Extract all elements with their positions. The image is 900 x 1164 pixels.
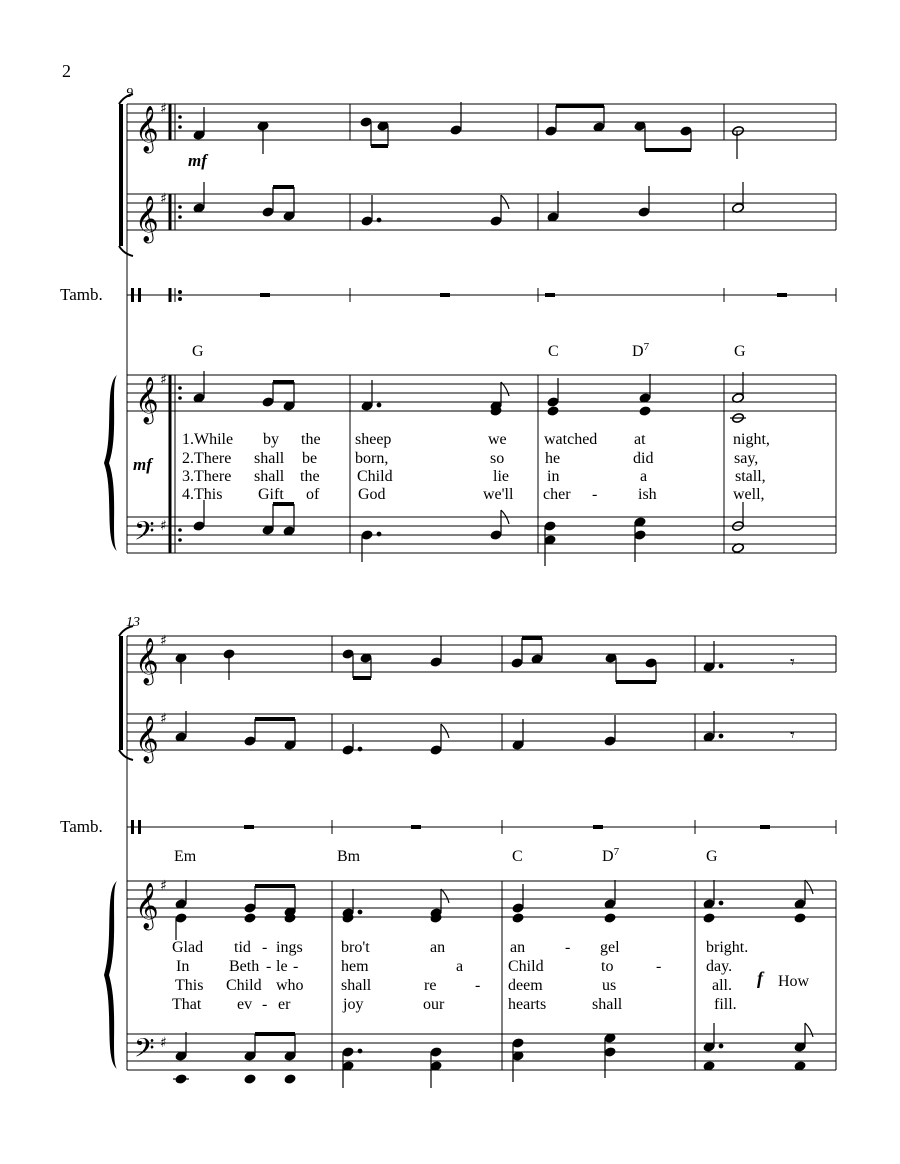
lyric-syllable: we'll (483, 486, 514, 503)
lyric-syllable: How (778, 973, 810, 990)
tambourine-label: Tamb. (60, 817, 103, 836)
lyric-syllable: 4.This (182, 486, 223, 503)
chord-symbol: C (548, 343, 559, 360)
lyric-syllable: stall, (735, 468, 766, 485)
lyric-syllable: God (358, 486, 386, 503)
notes-piano-treble (193, 371, 746, 423)
staff-upper-2 (127, 194, 836, 230)
lyric-syllable: le (276, 958, 288, 975)
lyric-syllable: - (592, 486, 598, 503)
lyric-syllable: the (301, 431, 321, 448)
lyric-syllable: er (278, 996, 291, 1013)
key-signature-sharp-icon: ♯ (160, 711, 167, 727)
lyric-syllable: deem (508, 977, 543, 994)
lyric-syllable: shall (341, 977, 372, 994)
chord-symbol: G (706, 848, 718, 865)
key-signature-sharp-icon: ♯ (160, 633, 167, 649)
lyric-syllable: - (656, 958, 662, 975)
lyric-syllable: who (276, 977, 304, 994)
lyric-syllable: In (176, 958, 190, 975)
tambourine-staff (127, 288, 836, 302)
lyric-syllable: lie (493, 468, 509, 485)
lyric-syllable: 3.There (182, 468, 232, 485)
lyric-syllable: 1.While (182, 431, 234, 448)
treble-clef-icon: 𝄞 (135, 638, 159, 684)
lyric-syllable: sheep (355, 431, 392, 448)
lyric-syllable: tid (234, 939, 251, 956)
chord-symbol: Em (174, 848, 197, 865)
treble-clef-icon: 𝄞 (135, 196, 159, 242)
lyric-syllable: to (601, 958, 614, 975)
staff-bracket (119, 94, 133, 256)
key-signature-sharp-icon: ♯ (160, 878, 167, 894)
chord-symbol: Bm (337, 848, 361, 865)
lyric-syllable: born, (355, 450, 389, 467)
lyric-syllable: the (300, 468, 320, 485)
lyric-syllable: 2.There (182, 450, 232, 467)
key-signature-sharp-icon: ♯ (160, 372, 167, 388)
notes-staff-2 (175, 711, 795, 755)
key-signature-sharp-icon: ♯ (160, 191, 167, 207)
lyric-syllable: at (634, 431, 646, 448)
lyric-syllable: - (475, 977, 481, 994)
bass-clef-icon: 𝄢 (134, 1032, 155, 1070)
lyric-syllable: That (172, 996, 202, 1013)
eighth-rest-icon: 𝄾 (790, 652, 795, 673)
lyric-syllable: re (424, 977, 437, 994)
lyric-syllable: bright. (706, 939, 749, 956)
staff-upper-1 (127, 104, 836, 140)
lyric-syllable: us (602, 977, 617, 994)
treble-clef-icon: 𝄞 (135, 106, 159, 152)
lyric-syllable: a (456, 958, 464, 975)
lyric-syllable: day. (706, 958, 733, 975)
notes-staff-1 (175, 636, 795, 684)
chord-symbols (192, 341, 746, 360)
lyric-syllable: - (262, 939, 268, 956)
chord-symbol: $D^7$ (602, 846, 620, 865)
notes-piano-treble (175, 880, 813, 940)
notes-staff-2 (193, 182, 744, 226)
system-1 (60, 86, 836, 566)
lyric-syllable: all. (712, 977, 732, 994)
measure-number: 9 (126, 86, 133, 101)
lyric-syllable: in (547, 468, 560, 485)
lyric-syllable: This (175, 977, 204, 994)
lyric-syllable: say, (734, 450, 759, 467)
lyric-syllable: joy (343, 996, 364, 1013)
lyric-syllable: by (263, 431, 279, 448)
chord-symbols (174, 846, 718, 865)
piano-bass-staff (127, 517, 836, 553)
lyric-syllable: bro't (341, 939, 370, 956)
piano-brace (104, 375, 117, 551)
chord-symbol: C (512, 848, 523, 865)
lyric-syllable: cher (543, 486, 571, 503)
lyric-syllable: Beth (229, 958, 260, 975)
lyric-syllable: ings (276, 939, 303, 956)
chord-symbol: $D^7$ (632, 341, 650, 360)
lyric-syllable: shall (254, 450, 285, 467)
notes-piano-bass (173, 1023, 813, 1088)
lyric-syllable: shall (254, 468, 285, 485)
page-number: 2 (62, 61, 71, 81)
bass-clef-icon: 𝄢 (134, 515, 155, 553)
piano-bass-staff (127, 1034, 836, 1070)
lyric-syllable: ev (237, 996, 253, 1013)
staff-upper-2 (127, 714, 836, 750)
lyrics-system-2 (172, 939, 810, 1013)
piano-brace (104, 881, 117, 1069)
lyric-syllable: be (302, 450, 318, 467)
lyrics-system-1 (182, 431, 770, 503)
dynamic-mark: mf (188, 151, 207, 170)
lyric-syllable: - (262, 996, 268, 1013)
lyric-syllable: our (423, 996, 445, 1013)
lyric-syllable: - (293, 958, 299, 975)
system-2 (60, 615, 836, 1088)
notes-piano-bass (193, 500, 744, 566)
lyric-syllable: - (266, 958, 272, 975)
dynamic-mark: mf (133, 455, 152, 474)
lyric-syllable: an (510, 939, 526, 956)
lyric-syllable: watched (544, 431, 598, 448)
treble-clef-icon: 𝄞 (135, 883, 159, 929)
measure-number: 13 (126, 615, 140, 630)
tambourine-label: Tamb. (60, 285, 103, 304)
dynamic-mark: f (757, 968, 763, 988)
lyric-syllable: Child (226, 977, 262, 994)
key-signature-sharp-icon: ♯ (160, 1035, 167, 1051)
lyric-syllable: did (633, 450, 654, 467)
staff-bracket (119, 626, 133, 760)
lyric-syllable: we (488, 431, 507, 448)
tambourine-staff (127, 820, 836, 834)
treble-clef-icon: 𝄞 (135, 377, 159, 423)
lyric-syllable: hem (341, 958, 369, 975)
lyric-syllable: Child (508, 958, 544, 975)
lyric-syllable: of (306, 486, 320, 503)
eighth-rest-icon: 𝄾 (790, 725, 795, 746)
lyric-syllable: hearts (508, 996, 547, 1013)
lyric-syllable: ish (638, 486, 657, 503)
treble-clef-icon: 𝄞 (135, 716, 159, 762)
lyric-syllable: night, (733, 431, 770, 448)
piano-treble-staff (127, 881, 836, 1070)
lyric-syllable: Gift (258, 486, 284, 503)
lyric-syllable: an (430, 939, 446, 956)
key-signature-sharp-icon: ♯ (160, 101, 167, 117)
lyric-syllable: fill. (714, 996, 737, 1013)
chord-symbol: G (192, 343, 204, 360)
lyric-syllable: a (640, 468, 648, 485)
lyric-syllable: Glad (172, 939, 204, 956)
lyric-syllable: well, (733, 486, 765, 503)
lyric-syllable: so (490, 450, 505, 467)
lyric-syllable: shall (592, 996, 623, 1013)
chord-symbol: G (734, 343, 746, 360)
lyric-syllable: gel (600, 939, 620, 956)
lyric-syllable: he (545, 450, 561, 467)
lyric-syllable: Child (357, 468, 393, 485)
lyric-syllable: - (565, 939, 571, 956)
key-signature-sharp-icon: ♯ (160, 518, 167, 534)
